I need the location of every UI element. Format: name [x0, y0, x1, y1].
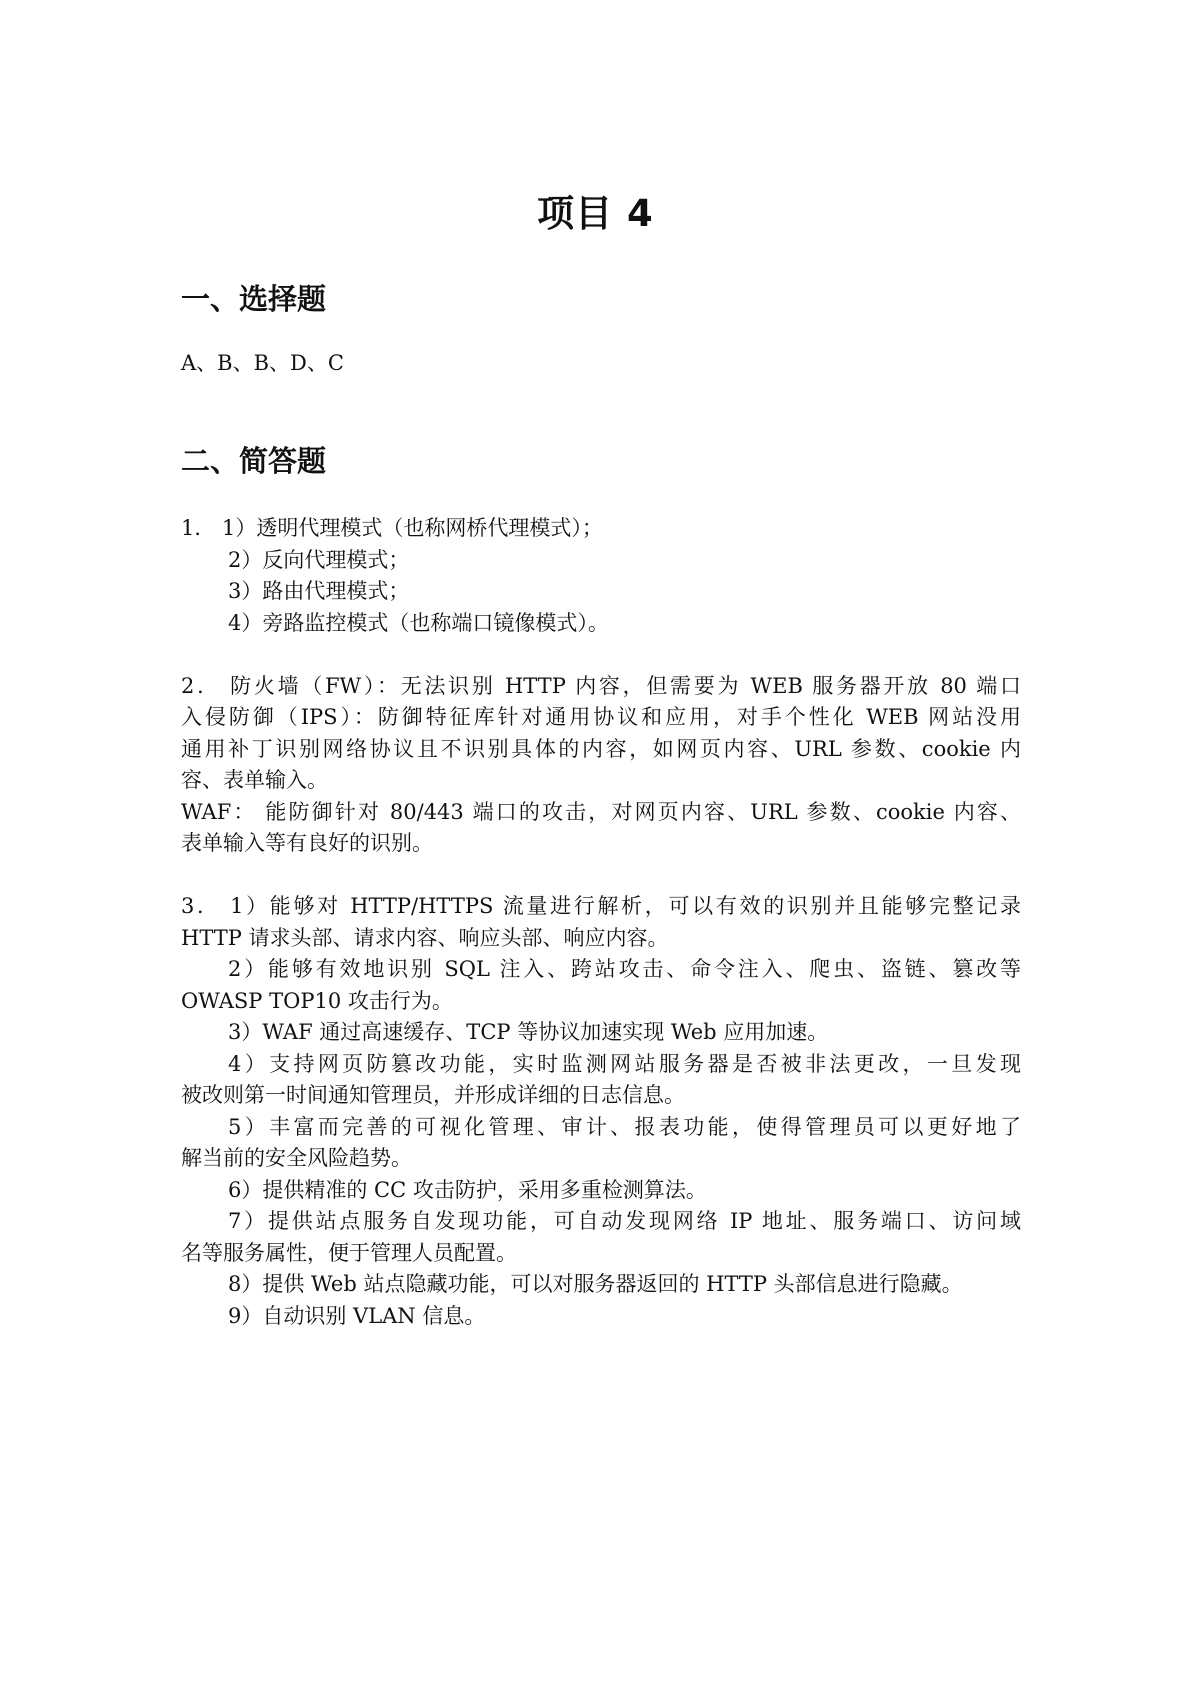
answer-line: 1． 1）透明代理模式（也称网桥代理模式）；: [181, 516, 603, 540]
paragraph-gap: [181, 639, 1021, 671]
answer-line: 表单输入等有良好的识别。: [181, 831, 433, 855]
answer-line: 3）路由代理模式；: [228, 579, 410, 603]
answer-block-3: [181, 891, 1021, 1332]
answer-line: 4）支持网页防篡改功能，实时监测网站服务器是否被非法更改，一旦发现: [228, 1051, 1021, 1076]
answer-line: 7）提供站点服务自发现功能，可自动发现网络 IP 地址、服务端口、访问域: [228, 1209, 1021, 1233]
answer-line: 2． 防火墙（FW）：无法识别 HTTP 内容，但需要为 WEB 服务器开放 80 端口: [181, 673, 1021, 698]
answer-line: 名等服务属性，便于管理人员配置。: [181, 1240, 517, 1265]
answer-line: 被改则第一时间通知管理员，并形成详细的日志信息。: [181, 1083, 685, 1107]
answer-line: 4）旁路监控模式（也称端口镜像模式）。: [228, 610, 609, 635]
short-answer-body: [181, 513, 1021, 1332]
answer-line: 解当前的安全风险趋势。: [181, 1146, 412, 1170]
section-heading-short-answer: 二、简答题: [181, 444, 327, 478]
answer-line: WAF： 能防御针对 80/443 端口的攻击，对网页内容、URL 参数、cookie 内容、: [181, 799, 1021, 824]
answer-line: 2）反向代理模式；: [228, 547, 410, 572]
answer-line: 容、表单输入。: [181, 768, 328, 792]
answer-block-1: [181, 513, 1021, 639]
answer-line: 9）自动识别 VLAN 信息。: [228, 1303, 486, 1328]
paragraph-gap: [181, 860, 1021, 892]
answer-line: 6）提供精准的 CC 攻击防护，采用多重检测算法。: [228, 1177, 707, 1202]
answer-block-2: [181, 671, 1021, 860]
section-heading-choice: 一、选择题: [181, 282, 327, 316]
answer-line: 通用补丁识别网络协议且不识别具体的内容，如网页内容、URL 参数、cookie 内: [181, 736, 1021, 761]
page-title: 项目 4: [537, 192, 654, 235]
answer-line: 3． 1）能够对 HTTP/HTTPS 流量进行解析，可以有效的识别并且能够完整记录: [181, 894, 1021, 918]
choice-answer-line: A、B、B、D、C: [181, 351, 344, 375]
answer-line: HTTP 请求头部、请求内容、响应头部、响应内容。: [181, 925, 669, 950]
answer-line: 8）提供 Web 站点隐藏功能，可以对服务器返回的 HTTP 头部信息进行隐藏。: [228, 1272, 963, 1296]
choice-answers: [181, 348, 1021, 380]
answer-line: 2）能够有效地识别 SQL 注入、跨站攻击、命令注入、爬虫、盗链、篡改等: [228, 957, 1021, 981]
answer-line: 5）丰富而完善的可视化管理、审计、报表功能，使得管理员可以更好地了: [228, 1114, 1021, 1139]
answer-line: 3）WAF 通过高速缓存、TCP 等协议加速实现 Web 应用加速。: [228, 1020, 829, 1044]
answer-line: 入侵防御（IPS）：防御特征库针对通用协议和应用，对手个性化 WEB 网站没用: [181, 705, 1021, 729]
answer-line: OWASP TOP10 攻击行为。: [181, 988, 453, 1013]
